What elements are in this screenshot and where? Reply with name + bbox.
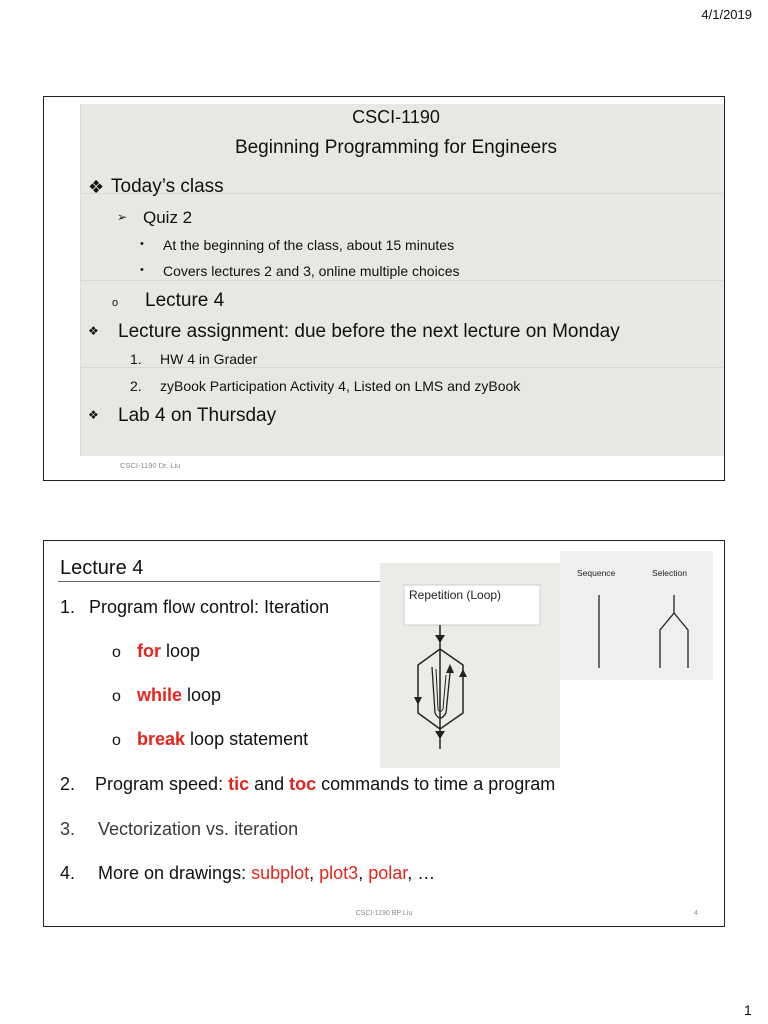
- slide-2-footer: CSCI-1190 BP Liu: [355, 910, 413, 917]
- loop-flow-diagram: [380, 563, 560, 768]
- loop-item-break: [137, 730, 308, 748]
- slide-1-course-name: Beginning Programming for Engineers: [234, 137, 558, 158]
- circle-bullet-icon: o: [112, 732, 121, 749]
- assignment-item: HW 4 in Grader: [160, 351, 258, 367]
- program-speed-item: [95, 775, 555, 793]
- keyword: while: [137, 685, 183, 705]
- diamond-bullet-icon: ❖: [88, 177, 105, 197]
- control-structure-diagrams: [560, 551, 713, 680]
- slide-1-footer: CSCI-1190 Dr. Liu: [120, 461, 181, 470]
- keyword: polar: [368, 863, 408, 883]
- assignment-number: 1.: [130, 351, 142, 367]
- quiz-point: At the beginning of the class, about 15 minutes: [163, 237, 455, 253]
- dot-bullet-icon: •: [140, 264, 144, 276]
- repetition-loop-image: [380, 563, 560, 768]
- print-date: 4/1/2019: [701, 7, 752, 22]
- slide-2-number: 4: [694, 910, 698, 917]
- sequence-selection-image: [560, 551, 713, 680]
- lab-item: Lab 4 on Thursday: [118, 405, 277, 426]
- item-number: 2.: [60, 774, 76, 794]
- item-text: ,: [309, 863, 320, 883]
- loop-item-for: [137, 642, 200, 660]
- item-number: 1.: [60, 597, 76, 617]
- lecture-item: Lecture 4: [145, 290, 225, 311]
- dot-bullet-icon: •: [140, 238, 144, 250]
- loop-item-while: [137, 686, 221, 704]
- slide-1-course-code: CSCI-1190: [352, 107, 440, 127]
- loop-item-rest: loop: [161, 641, 201, 661]
- item-number: 4.: [60, 863, 76, 883]
- todays-class-heading: Today’s class: [111, 176, 224, 197]
- flow-in-arrow-icon: [435, 635, 445, 643]
- selection-left-branch: [660, 595, 674, 668]
- loop-item-rest: loop statement: [185, 729, 309, 749]
- keyword: subplot: [251, 863, 310, 883]
- assignment-number: 2.: [130, 378, 142, 394]
- drawings-item: [98, 864, 435, 882]
- circle-bullet-icon: o: [112, 297, 119, 309]
- circle-bullet-icon: o: [112, 688, 121, 705]
- diamond-bullet-icon: ❖: [88, 408, 99, 422]
- keyword: break: [137, 729, 186, 749]
- selection-right-branch: [674, 613, 688, 668]
- selection-label: Selection: [652, 568, 687, 578]
- sequence-label: Sequence: [577, 568, 616, 578]
- item-number: 3.: [60, 819, 76, 839]
- slide-2-title: Lecture 4: [60, 557, 144, 579]
- item-text: , …: [407, 863, 436, 883]
- item-text: ,: [358, 863, 369, 883]
- quiz-item: Quiz 2: [143, 208, 193, 227]
- loop-down-arrow-icon: [414, 697, 422, 705]
- keyword: tic: [228, 774, 250, 794]
- item-text: More on drawings:: [98, 863, 252, 883]
- item-text: and: [249, 774, 290, 794]
- arrowhead-bullet-icon: ➢: [117, 210, 128, 224]
- circle-bullet-icon: o: [112, 644, 121, 661]
- page-number: 1: [744, 1002, 752, 1018]
- inner-loop-path: [432, 667, 450, 718]
- quiz-point: Covers lectures 2 and 3, online multiple choices: [163, 263, 460, 279]
- loop-item-rest: loop: [182, 685, 222, 705]
- keyword: plot3: [319, 863, 359, 883]
- assignment-item: zyBook Participation Activity 4, Listed on LMS and zyBook: [160, 378, 521, 394]
- inner-loop-path-2: [436, 669, 446, 712]
- inner-loop-arrow-icon: [446, 664, 454, 673]
- flow-out-arrow-icon: [435, 731, 445, 739]
- keyword: for: [137, 641, 161, 661]
- repetition-label: Repetition (Loop): [409, 588, 502, 602]
- flow-control-item: Program flow control: Iteration: [89, 597, 330, 617]
- diamond-bullet-icon: ❖: [88, 324, 99, 338]
- keyword: toc: [289, 774, 317, 794]
- vectorization-item: Vectorization vs. iteration: [98, 819, 299, 839]
- assignment-heading: Lecture assignment: due before the next lecture on Monday: [118, 321, 620, 342]
- item-text: Program speed:: [95, 774, 229, 794]
- loop-up-arrow-icon: [459, 669, 467, 677]
- item-text: commands to time a program: [316, 774, 556, 794]
